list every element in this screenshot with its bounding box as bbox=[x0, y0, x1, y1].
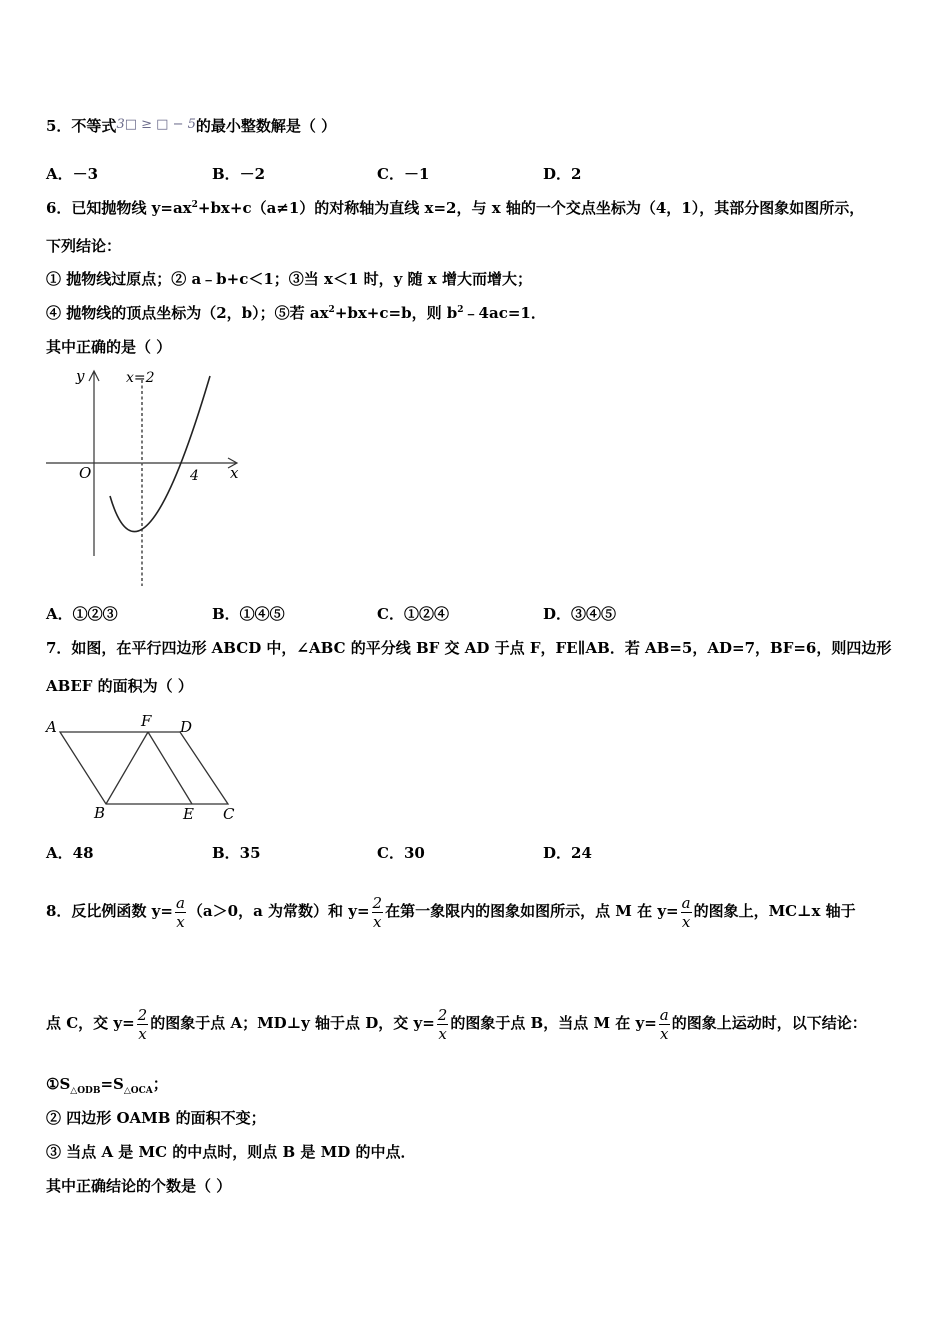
q8-c1-sub2: △OCA bbox=[123, 1086, 153, 1096]
q8-frac5-num: 2 bbox=[437, 1005, 448, 1024]
q6-option-a: A．①②③ bbox=[46, 605, 118, 623]
q8-frac3-num: a bbox=[681, 893, 691, 912]
q6-x-label: x bbox=[230, 464, 239, 482]
q6-line1 bbox=[46, 198, 864, 218]
q5-stem-suffix: 的最小整数解是（ ） bbox=[195, 117, 337, 135]
q5-option-d: D．2 bbox=[543, 165, 582, 183]
q7-parallelogram-figure bbox=[44, 712, 240, 824]
q6-symmetry-label: x=2 bbox=[126, 370, 155, 386]
q7-option-d: D．24 bbox=[543, 844, 592, 862]
q7-line2: ABEF 的面积为（ ） bbox=[46, 677, 193, 695]
q6-line4-sup2: 2 bbox=[457, 305, 464, 315]
q6-option-b: B．①④⑤ bbox=[212, 605, 285, 623]
q8-frac3-den: x bbox=[681, 912, 691, 931]
q5-option-b: B．－2 bbox=[212, 165, 266, 183]
q6-parabola-figure bbox=[44, 366, 244, 590]
q8-line2-part-c: 的图象于点 B，当点 M 在 y= bbox=[450, 1014, 657, 1032]
q8-frac1-den: x bbox=[176, 912, 185, 931]
q8-conclusion-1 bbox=[46, 1074, 168, 1094]
q8-line1 bbox=[46, 883, 856, 939]
q6-line5: 其中正确的是（ ） bbox=[46, 338, 172, 356]
q8-frac5-den: x bbox=[438, 1024, 447, 1043]
q6-line2: 下列结论： bbox=[46, 237, 122, 255]
q7-label-b: B bbox=[94, 804, 106, 822]
q8-line2-part-b: 的图象于点 A；MD⊥y 轴于点 D，交 y= bbox=[150, 1014, 435, 1032]
q8-fraction-a-over-x-1 bbox=[175, 894, 186, 931]
q5-option-c: C．－1 bbox=[377, 165, 430, 183]
q7-label-e: E bbox=[183, 805, 194, 823]
q8-frac2-den: x bbox=[373, 912, 382, 931]
q6-line1-sup: 2 bbox=[191, 200, 198, 210]
q7-segment-bf bbox=[106, 732, 148, 804]
q7-label-c: C bbox=[223, 805, 235, 823]
q7-segment-fe bbox=[148, 732, 192, 804]
q8-line1-part-c: 在第一象限内的图象如图所示，点 M 在 y= bbox=[385, 902, 679, 920]
q6-line4-part-b: +bx+c=b，则 b bbox=[334, 304, 458, 322]
q7-parallelogram-abcd bbox=[60, 732, 228, 804]
q6-line4-sup1: 2 bbox=[328, 305, 335, 315]
q8-fraction-2-over-x-2 bbox=[137, 1006, 149, 1043]
q8-c1-part-a: ①S bbox=[46, 1075, 71, 1093]
q8-question-prompt: 其中正确结论的个数是（ ） bbox=[46, 1177, 232, 1195]
q8-fraction-a-over-x-3 bbox=[659, 1006, 670, 1043]
q8-frac6-num: a bbox=[659, 1005, 669, 1024]
q7-option-b: B．35 bbox=[212, 844, 261, 862]
q5-stem bbox=[46, 115, 336, 136]
q8-frac1-num: a bbox=[175, 893, 185, 912]
q8-line2 bbox=[46, 995, 867, 1051]
q5-stem-prefix: 5．不等式 bbox=[46, 117, 117, 135]
q6-line1-part-b: +bx+c（a≠1）的对称轴为直线 x=2，与 x 轴的一个交点坐标为（4，1），其部分图象如图所示， bbox=[197, 199, 865, 217]
q8-c1-part-c: ； bbox=[152, 1075, 168, 1093]
q7-option-c: C．30 bbox=[377, 844, 425, 862]
q6-option-c: C．①②④ bbox=[377, 605, 449, 623]
q7-label-d: D bbox=[180, 718, 193, 736]
q8-fraction-2-over-x-1 bbox=[372, 894, 384, 931]
q8-line1-part-b: （a＞0，a 为常数）和 y= bbox=[187, 902, 370, 920]
q6-line3: ① 抛物线过原点；② a﹣b+c＜1；③当 x＜1 时，y 随 x 增大而增大； bbox=[46, 270, 532, 288]
q8-frac4-den: x bbox=[138, 1024, 147, 1043]
q8-conclusion-2: ② 四边形 OAMB 的面积不变； bbox=[46, 1109, 266, 1127]
q6-line4 bbox=[46, 303, 546, 323]
q6-option-d: D．③④⑤ bbox=[543, 605, 617, 623]
q6-origin-label: O bbox=[79, 464, 92, 482]
q7-label-a: A bbox=[46, 718, 57, 736]
q7-line1: 7．如图，在平行四边形 ABCD 中，∠ABC 的平分线 BF 交 AD 于点 F，FE∥AB．若 AB=5，AD=7，BF=6，则四边形 bbox=[46, 639, 892, 657]
q8-c1-part-b: =S bbox=[100, 1075, 124, 1093]
q6-y-label: y bbox=[76, 367, 85, 385]
q6-line4-part-c: ﹣4ac=1． bbox=[463, 304, 546, 322]
q8-line2-part-a: 点 C，交 y= bbox=[46, 1014, 135, 1032]
q8-line1-part-d: 的图象上，MC⊥x 轴于 bbox=[693, 902, 856, 920]
q8-conclusion-3: ③ 当点 A 是 MC 的中点时，则点 B 是 MD 的中点． bbox=[46, 1143, 416, 1161]
q8-fraction-a-over-x-2 bbox=[681, 894, 692, 931]
q8-c1-sub1: △ODB bbox=[70, 1086, 101, 1096]
q7-option-a: A．48 bbox=[46, 844, 94, 862]
q8-frac2-num: 2 bbox=[372, 893, 383, 912]
q8-line2-part-d: 的图象上运动时，以下结论： bbox=[671, 1014, 867, 1032]
q8-fraction-2-over-x-3 bbox=[437, 1006, 449, 1043]
q8-frac6-den: x bbox=[660, 1024, 669, 1043]
q8-line1-part-a: 8．反比例函数 y= bbox=[46, 902, 173, 920]
q6-parabola-curve bbox=[110, 376, 210, 532]
q6-root-label: 4 bbox=[190, 468, 199, 484]
q6-line1-part-a: 6．已知抛物线 y=ax bbox=[46, 199, 192, 217]
q7-label-f: F bbox=[141, 712, 152, 730]
q8-frac4-num: 2 bbox=[137, 1005, 148, 1024]
q5-inequality-image: 3□ ≥ □ − 5 bbox=[116, 117, 196, 132]
q6-line4-part-a: ④ 抛物线的顶点坐标为（2，b）；⑤若 ax bbox=[46, 304, 329, 322]
q5-option-a: A．－3 bbox=[46, 165, 99, 183]
